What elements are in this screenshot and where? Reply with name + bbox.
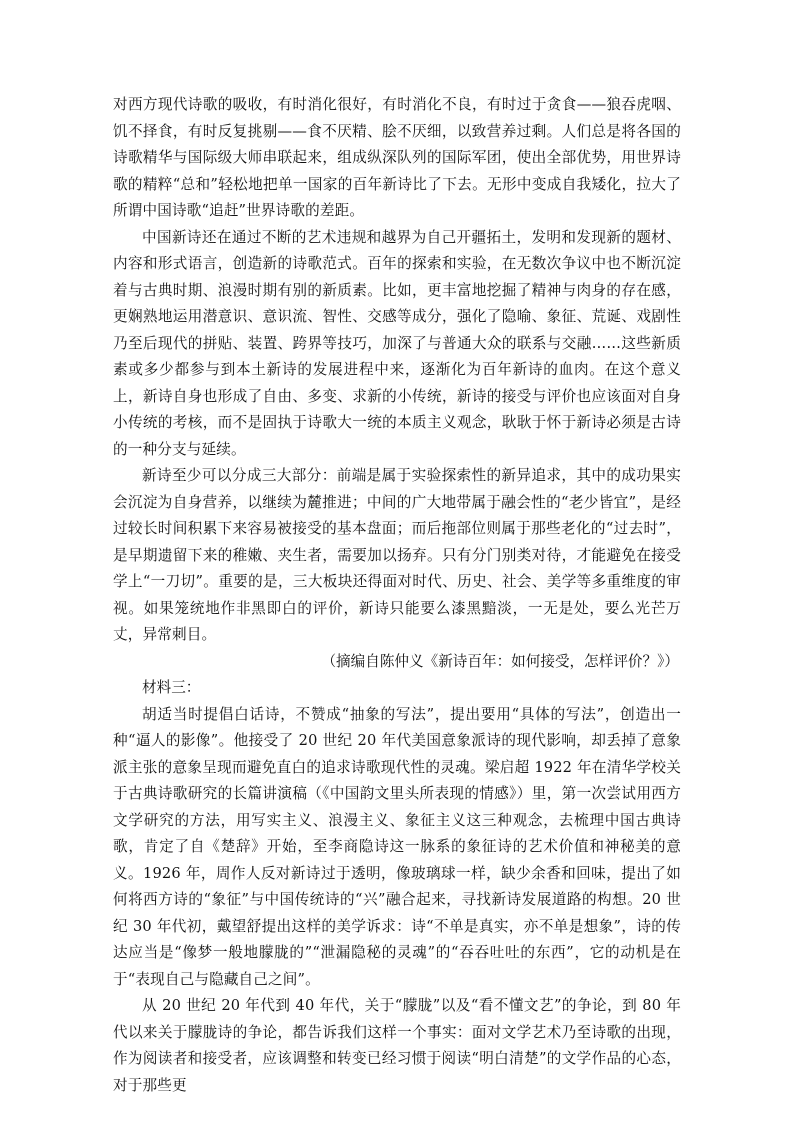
- material-label: 材料三：: [142, 679, 201, 696]
- paragraph-4: 胡适当时提倡白话诗，不赞成“抽象的写法”，提出要用“具体的写法”，创造出一种“逼人的影像”。他接受了 20 世纪 20 年代美国意象派诗的现代影响，却丢掉了意象派主张的意象呈现而避免直白的追求诗歌现代性的灵魂。梁启超 1922 年在清华学校关于古典诗歌研究的长篇讲演稿（《中国韵文里头所表现的情感》）里，第一次尝试用西方文学研究的方法，用写实主义、浪漫主义、象征主义这三种观念，去梳理中国古典诗歌，肯定了自《楚辞》开始，至李商隐诗这一脉系的象征诗的艺术价值和神秘美的意义。1926 年，周作人反对新诗过于透明，像玻璃球一样，缺少余香和回味，提出了如何将西方诗的“象征”与中国传统诗的“兴”融合起来，寻找新诗发展道路的构想。20 世纪 30 年代初，戴望舒提出这样的美学诉求：诗“不单是真实，亦不单是想象”，诗的传达应当是“像梦一般地朦胧的”“泄漏隐秘的灵魂”的“吞吞吐吐的东西”，它的动机是在于“表现自己与隐藏自己之间”。: [113, 705, 681, 988]
- paragraph-3: 新诗至少可以分成三大部分：前端是属于实验探索性的新异追求，其中的成功果实会沉淀为自身营养，以继续为麓推进；中间的广大地带属于融会性的“老少皆宜”，是经过较长时间积累下来容易被接受的基本盘面；而后拖部位则属于那些老化的“过去时”，是早期遗留下来的稚嫩、夹生者，需要加以扬弃。只有分门别类对待，才能避免在接受学上“一刀切”。重要的是，三大板块还得面对时代、历史、社会、美学等多重维度的审视。如果笼统地作非黑即白的评价，新诗只能要么漆黑黯淡，一无是处，要么光芒万丈，异常刺目。: [113, 467, 681, 643]
- paragraph-1: 对西方现代诗歌的吸收，有时消化很好，有时消化不良，有时过于贪食——狼吞虎咽、饥不择食，有时反复挑剔——食不厌精、脍不厌细，以致营养过剩。人们总是将各国的诗歌精华与国际级大师串联起来，组成纵深队列的国际军团，使出全部优势，用世界诗歌的精粹“总和”轻松地把单一国家的百年新诗比了下去。无形中变成自我矮化，拉大了所谓中国诗歌“追赶”世界诗歌的差距。: [113, 96, 681, 219]
- source-citation: （摘编自陈仲义《新诗百年：如何接受，怎样评价？》）: [321, 652, 679, 670]
- paragraph-2: 中国新诗还在通过不断的艺术违规和越界为自己开疆拓土，发明和发现新的题材、内容和形式语言，创造新的诗歌范式。百年的探索和实验，在无数次争议中也不断沉淀着与古典时期、浪漫时期有别的新质素。比如，更丰富地挖掘了精神与肉身的存在感，更娴熟地运用潜意识、意识流、智性、交感等成分，强化了隐喻、象征、荒诞、戏剧性乃至后现代的拼贴、装置、跨界等技巧，加深了与普通大众的联系与交融……这些新质素或多少都参与到本土新诗的发展进程中来，逐渐化为百年新诗的血肉。在这个意义上，新诗自身也形成了自由、多变、求新的小传统，新诗的接受与评价也应该面对自身小传统的考核，而不是固执于诗歌大一统的本质主义观念，耿耿于怀于新诗必须是古诗的一种分支与延续。: [113, 228, 681, 458]
- document-page: [113, 92, 681, 1099]
- paragraph-5: 从 20 世纪 20 年代到 40 年代，关于“朦胧”以及“看不懂文艺”的争论，到 80 年代以来关于朦胧诗的争论，都告诉我们这样一个事实：面对文学艺术乃至诗歌的出现，作为阅读者和接受者，应该调整和转变已经习惯于阅读“明白清楚”的文学作品的心态，对于那些更: [113, 997, 681, 1094]
